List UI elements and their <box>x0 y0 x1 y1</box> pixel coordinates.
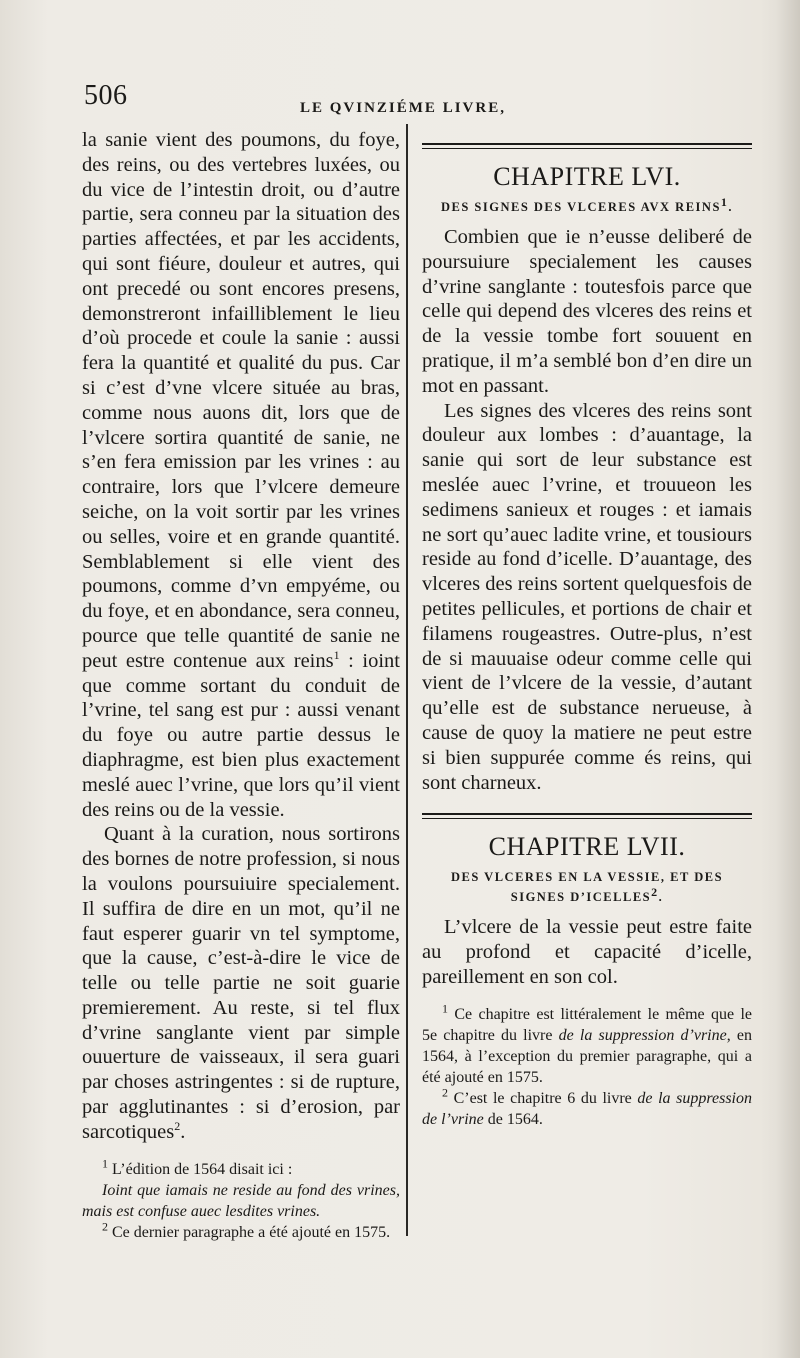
footnote-text: Ce dernier paragraphe a été ajouté en 1575. <box>108 1223 391 1241</box>
footnote-text: C’est le chapitre 6 du livre <box>448 1089 638 1107</box>
right-paragraph: L’vlcere de la vessie peut estre faite au profond et capacité d’icelle, pareillement en son col. <box>422 916 752 988</box>
chapter-title: CHAPITRE LVII. <box>488 832 686 862</box>
section-rule <box>422 813 752 819</box>
footnote <box>82 1219 400 1243</box>
footnote-ref: 1 <box>333 647 340 662</box>
column-divider <box>406 124 408 1236</box>
chapter-subtitle <box>422 194 752 217</box>
chapter-subtitle-end: . <box>658 890 664 905</box>
footnote-text: L’édition de 1564 disait ici : <box>108 1160 293 1178</box>
right-paragraph: Combien que ie n’eusse deliberé de poursuiure specialement les causes d’vrine sanglante : toutesfois parce que celle qui depend des vlceres des reins et de la vessie tombe fort souuent en pratique, il m’a semblé bon d’en dire un mot en passant. <box>422 226 752 397</box>
running-title: LE QVINZIÉME LIVRE, <box>300 100 506 116</box>
footnote <box>422 1001 752 1088</box>
footnote-book-title: de la suppression d’vrine <box>558 1026 727 1044</box>
chapter-title: CHAPITRE LVI. <box>493 162 681 191</box>
left-column <box>82 128 400 1243</box>
chapter-subtitle-end: . <box>728 200 734 214</box>
right-footnotes <box>422 1001 753 1130</box>
footnote-mark: 2 <box>442 1085 448 1100</box>
left-paragraph-text-end: . <box>180 1120 186 1143</box>
footnote <box>422 1085 753 1130</box>
page-header <box>60 78 760 128</box>
chapter-subtitle-text: DES VLCERES EN LA VESSIE, ET DES SIGNES D’ICELLES <box>450 870 724 905</box>
footnote-mark: 1 <box>102 1156 108 1171</box>
left-paragraph-text: la sanie vient des poumons, du foye, des reins, ou des vertebres luxées, ou du vice de l’intestin droit, ou d’autre partie, sera conneu par la situation des parties affectées, et par les accidents, qui sont fiéure, douleur et autres, qui ont precedé ou sont encores presens, demonstreront infailliblement le lieu d’où procede et coule la sanie : aussi fera la quantité et qualité du pus. Car si c’est d’vne vlcere située au bras, comme nous auons dit, lors que de l’vlcere sortira quantité de sanie, ne s’en fera emission par les vrines : au contraire, lors que l’vlcere demeure seiche, on la voit sortir par les vrines ou selles, voire et en grande quantité. Semblablement si elle vient des poumons, comme d’vn empyéme, ou du foye, et en abondance, sera conneu, pource que telle quantité de sanie ne peut estre contenue aux reins <box>82 129 400 672</box>
footnote-ref: 2 <box>174 1119 181 1134</box>
footnote-mark: 2 <box>102 1219 108 1234</box>
right-paragraph: Les signes des vlceres des reins sont douleur aux lombes : d’auantage, la sanie qui sort de leur substance est meslée auec l’vrine, et trouueon les sedimens sanieux et rouges : et iamais ne sort qu’auec ladite vrine, et tousiours reside au fond d’icelle. D’auantage, des vlceres des reins sortent quelquesfois de petites pellicules, et portions de chair et filamens rougeastres. Outre-plus, n’est de si mauuaise odeur comme celle qui vient de l’vlcere de la vessie, d’autant qu’elle est de substance nerueuse, à cause de quoy la matiere ne peut estre si bien suppurée comme és reins, qui sont charneux. <box>422 399 752 794</box>
footnote-mark: 1 <box>442 1001 448 1016</box>
left-paragraph-text-end: : ioint que comme sortant du conduit de l’vrine, tel sang est pur : aussi venant du foye ou autre partie dessus le diaphragme, est bien plus exactement meslé auec l’vrine, que lors qu’il vient des reins ou de la vessie. <box>82 649 400 821</box>
footnote-text-end: , en 1564, à l’exception du premier paragraphe, qui a été ajouté en 1575. <box>422 1026 752 1086</box>
footnote-text-end: de 1564. <box>483 1110 543 1128</box>
left-paragraph <box>82 128 400 822</box>
right-column <box>422 128 752 1130</box>
footnote-ref: 2 <box>651 885 659 900</box>
left-footnotes <box>82 1156 400 1243</box>
footnote-text: Ce chapitre est littéralement le même que le 5e chapitre du livre <box>422 1005 752 1044</box>
footnote-quote: Ioint que iamais ne reside au fond des vrines, mais est confuse auec lesdites vrines. <box>82 1181 400 1220</box>
footnote-ref: 1 <box>720 194 729 209</box>
footnote-book-title: de la suppression de l’vrine <box>422 1089 753 1128</box>
left-paragraph-text: Quant à la curation, nous sortirons des bornes de notre profession, si nous la voulons poursuiuire specialement. Il suffira de dire en un mot, qu’il ne faut esperer guarir vn tel symptome, que la cause, c’est-à-dire le vice de telle ou telle partie ne soit guarie premierement. Au reste, si tel flux d’vrine sanglante vient par simple ouuerture de vaisseaux, il sera guari par choses astringentes : si de rupture, par agglutinantes : si d’erosion, par sarcotiques <box>82 823 400 1143</box>
section-rule <box>422 143 752 149</box>
page-edge-shadow <box>760 0 800 1358</box>
left-paragraph <box>82 822 400 1144</box>
page-number: 506 <box>84 80 128 111</box>
chapter-subtitle <box>422 867 752 907</box>
chapter-subtitle-text: DES SIGNES DES VLCERES AVX REINS <box>440 200 721 214</box>
footnote <box>82 1156 400 1180</box>
